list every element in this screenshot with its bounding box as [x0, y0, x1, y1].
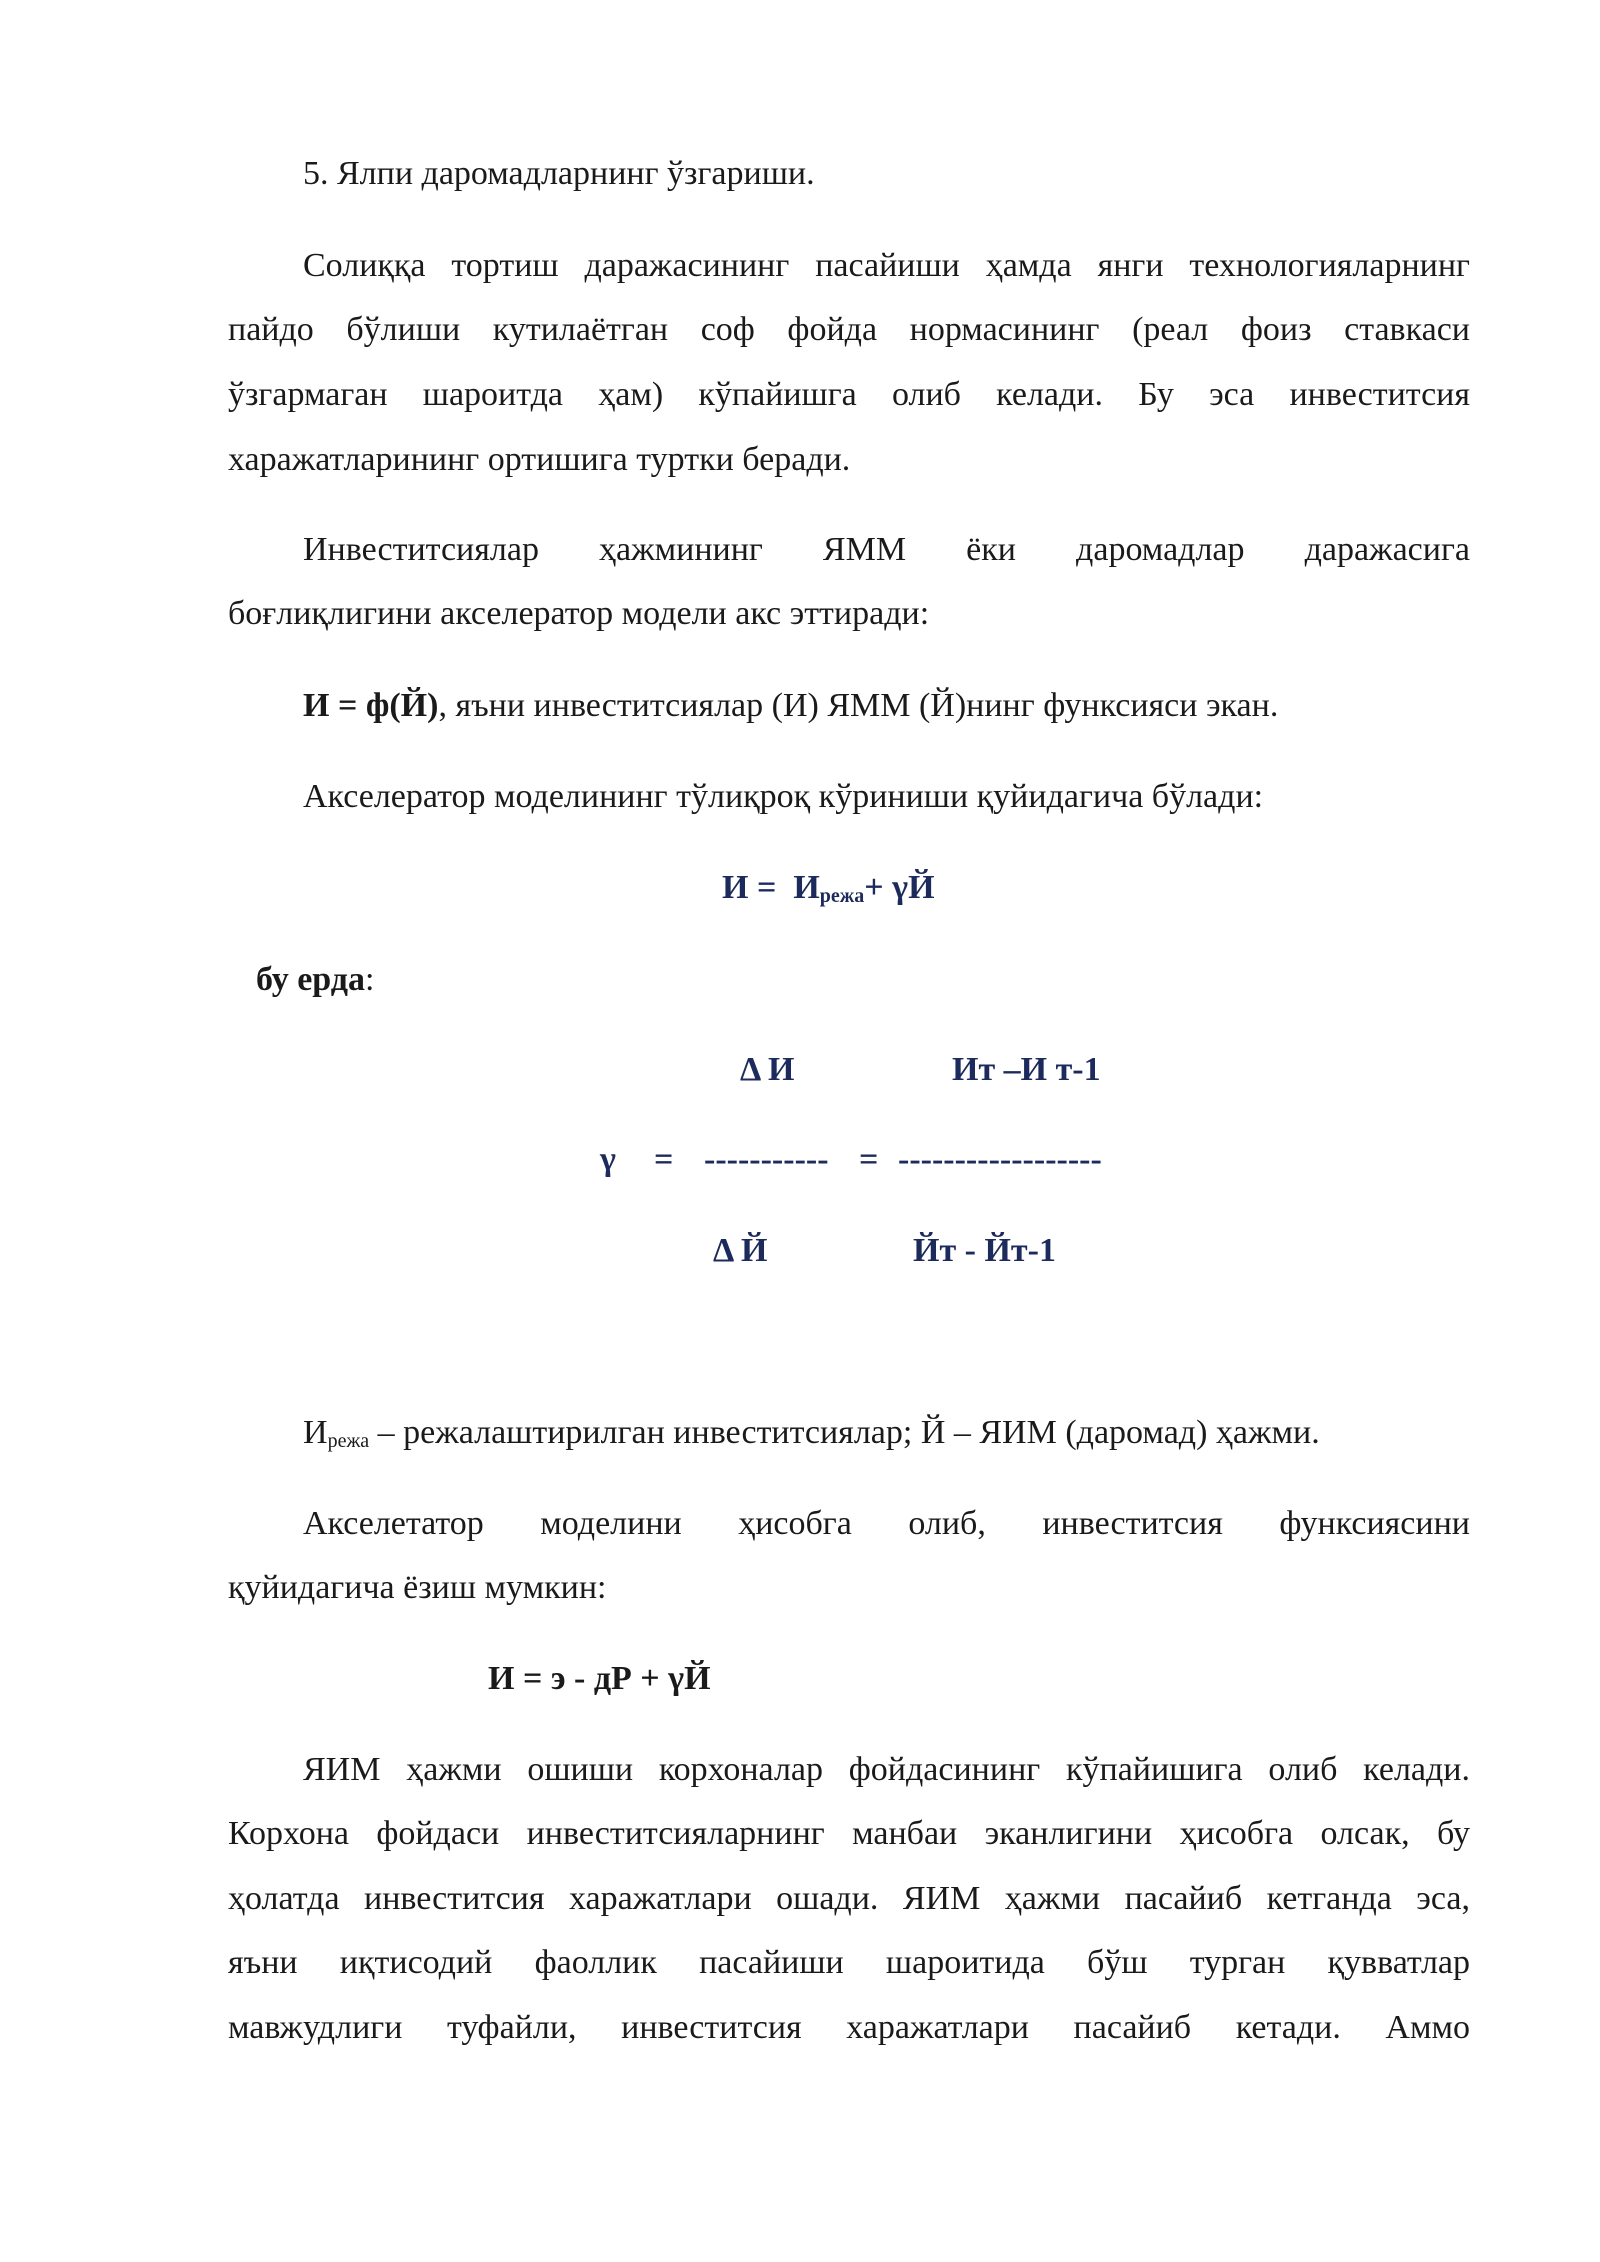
fraction-denominator-diff: Йт - Йт-1: [913, 1232, 1056, 1269]
definition-subscript: режа: [327, 1430, 370, 1452]
fraction-numerator-diff: Ит –И т-1: [952, 1051, 1101, 1088]
fraction-numerator-delta: Δ И: [740, 1051, 795, 1088]
section-heading: 5. Ялпи даромадларнинг ўзгариши.: [303, 155, 815, 192]
paragraph-2-line-2: боғлиқлигини акселератор модели акс эттиради:: [228, 595, 930, 632]
definition-line: [303, 1413, 1470, 1453]
paragraph-1-line-4: харажатларининг ортишига туртки беради.: [228, 441, 851, 478]
fraction-gamma: γ: [600, 1141, 616, 1178]
fraction-bar-1: -----------: [704, 1141, 829, 1178]
paragraph-1-line-2: пайдо бўлиши кутилаётган соф фойда нормасининг (реал фоиз ставкаси: [228, 311, 1470, 348]
fraction-equals-2: =: [859, 1141, 879, 1178]
definition-text: – режалаштирилган инвеститсиялар; Й – ЯИМ (даромад) ҳажми.: [369, 1414, 1320, 1451]
fraction-equals-1: =: [654, 1141, 674, 1178]
formula-investment-extended: И = э - дР + γЙ: [488, 1660, 711, 1697]
paragraph-3: Акселератор моделининг тўлиқроқ кўриниши қуйидагича бўлади:: [303, 778, 1264, 815]
paragraph-4-line-1: Акселетатор моделини ҳисобга олиб, инвеститсия функсиясини: [303, 1505, 1470, 1542]
fraction-bar-2: ------------------: [898, 1141, 1102, 1178]
paragraph-1-line-3: ўзгармаган шароитда ҳам) кўпайишга олиб келади. Бу эса инвеститсия: [228, 376, 1470, 413]
paragraph-4-line-2: қуйидагича ёзиш мумкин:: [228, 1569, 607, 1606]
formula-investment-function: [303, 686, 1470, 726]
where-label: [256, 960, 374, 1000]
formula-1-text: , яъни инвеститсиялар (И) ЯММ (Й)нинг функсияси экан.: [438, 687, 1279, 724]
paragraph-2-line-1: Инвеститсиялар ҳажмининг ЯММ ёки даромадлар даражасига: [303, 531, 1470, 568]
paragraph-5-line-4: яъни иқтисодий фаоллик пасайиши шароитида бўш турган қувватлар: [228, 1944, 1470, 1981]
paragraph-5-line-5: мавжудлиги туфайли, инвеститсия харажатлари пасайиб кетади. Аммо: [228, 2009, 1470, 2046]
fraction-denominator-delta: Δ Й: [713, 1232, 768, 1269]
formula-2-right: + γЙ: [864, 869, 935, 906]
definition-symbol: И: [303, 1414, 328, 1451]
formula-accelerator: [722, 868, 935, 908]
where-label-colon: :: [364, 961, 375, 998]
formula-2-left: И = И: [722, 869, 820, 906]
paragraph-1-line-1: Солиққа тортиш даражасининг пасайиши ҳамда янги технологияларнинг: [303, 247, 1470, 284]
formula-1-bold: И = ф(Й): [303, 687, 439, 724]
paragraph-5-line-3: ҳолатда инвеститсия харажатлари ошади. ЯИМ ҳажми пасайиб кетганда эса,: [228, 1880, 1470, 1917]
where-label-bold: бу ерда: [256, 961, 365, 998]
paragraph-5-line-2: Корхона фойдаси инвеститсияларнинг манбаи эканлигини ҳисобга олсак, бу: [228, 1815, 1470, 1852]
paragraph-5-line-1: ЯИМ ҳажми ошиши корхоналар фойдасининг кўпайишига олиб келади.: [303, 1751, 1470, 1788]
formula-2-subscript: режа: [819, 885, 865, 907]
